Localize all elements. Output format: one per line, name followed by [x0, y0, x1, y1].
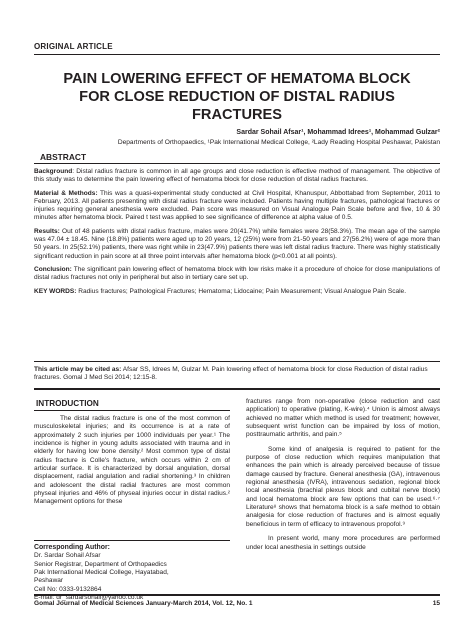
abstract-background: Background: Distal radius fracture is common in all age groups and close reduction is effective method of management. The objective of this study was to determine the pain lowering effect of hematoma block for close reduction of distal radius fractures.: [34, 168, 440, 184]
top-rule: [34, 54, 440, 55]
footer-rule: [34, 594, 440, 596]
introduction-heading: INTRODUCTION: [36, 399, 99, 408]
page-number: 15: [432, 600, 440, 607]
abstract-conclusion: Conclusion: The significant pain lowering effect of hematoma block with low risks make it a procedure of choice for close manipulations of distal radius fractures not only in peripheral but also in tertiary care set up.: [34, 265, 440, 282]
affiliation: Departments of Orthopaedics, ¹Pak International Medical College, ²Lady Reading Hospital Peshawar, Pakistan: [117, 139, 440, 146]
article-title: [34, 70, 440, 124]
intro-rule: [34, 410, 230, 411]
article-type: ORIGINAL ARTICLE: [34, 42, 113, 51]
title-line-3: FRACTURES: [192, 107, 282, 123]
right-paragraph-3: In present world, many more procedures are performed under local anesthesia in settings outside: [246, 535, 440, 551]
authors: Sardar Sohail Afsar¹, Mohammad Idrees¹, Mohammad Gulzar²: [236, 129, 440, 136]
citation-rule-bottom: [34, 388, 440, 390]
correspondence-line: Peshawar: [34, 577, 64, 585]
correspondence-heading: Corresponding Author:: [34, 544, 110, 551]
title-line-2: FOR CLOSE REDUCTION OF DISTAL RADIUS: [79, 89, 395, 105]
correspondence-phone: Cell No: 0333-9132864: [34, 585, 102, 593]
journal-info: Gomal Journal of Medical Sciences January-March 2014, Vol. 12, No. 1: [34, 600, 253, 607]
citation-rule-top: [34, 361, 440, 362]
corr-rule: [34, 540, 230, 541]
correspondence-line: Dr. Sardar Sohail Afsar: [34, 552, 101, 560]
introduction-text: The distal radius fracture is one of the most common of musculoskeletal injuries; and its occurrence is at a rate of approximately 2 such injuries per 1000 individuals per year.¹ The incidence is higher in young adults associated with trauma and in elderly for having low bone density.² Most common type of distal radius fracture is Colle's fracture, which occurs within 2 cm of articular surface. It is characterized by dorsal angulation, dorsal displacement, radial angulation and radial shortening.³ In children and adolescent the distal radial fractures are most common physeal injuries and 46% of physeal injuries occur in distal radius.² Management options for these: [34, 415, 230, 506]
right-paragraph-1: fractures range from non-operative (close reduction and cast application) to operative (plating, K-wire).⁴ Union is almost always achieved no matter which method is used for treatment; however, subsequent wrist function can be impaired by loss of motion, posttraumatic arthritis, and pain.⁵: [246, 398, 440, 439]
title-line-1: PAIN LOWERING EFFECT OF HEMATOMA BLOCK: [63, 71, 411, 87]
abstract-rule: [34, 163, 440, 164]
abstract-methods: Material & Methods: This was a quasi-experimental study conducted at Civil Hospital, Khanuspur, Abbottabad from September, 2011 to February, 2013. All patients presenting with distal radius fracture were included. Patients having multiple fractures, pathological fractures or injuries requiring general anesthesia were excluded. Pain score was measured on Visual Analogue Pain Scale before and five, 10 & 30 minutes after hematoma block. Paired t test was applied to see significance of difference at alpha value of 0.5.: [34, 189, 441, 222]
right-paragraph-2: Some kind of analgesia is required to patient for the purpose of close reduction which requires manipulation that enhances the pain which is already perceived because of tissue damage caused by fracture. General anesthesia (GA), intravenous regional anesthesia (IVRA), intravenous sedation, regional block local anesthesia (brachial plexus block and cubital nerve block) and local hematoma block are few options that can be used.⁶·⁷ Literature⁸ shows that hematoma block is a safe method to obtain analgesia for close reduction of fractures and is almost equally beneficious in term of efficacy to intravenous propofol.⁹: [246, 445, 440, 528]
abstract-heading: ABSTRACT: [40, 152, 87, 162]
correspondence-email[interactable]: E-mail: dr_sardarsohail@yahoo.co.uk: [34, 594, 144, 602]
abstract-body: [34, 168, 440, 301]
abstract-keywords: KEY WORDS: Radius fractures; Pathological Fractures; Hematoma; Lidocaine; Pain Measurement; Visual Analogue Pain Scale.: [34, 287, 407, 295]
correspondence-line: Pak International Medical College, Hayatabad,: [34, 569, 169, 577]
page-footer: [34, 600, 440, 607]
abstract-results: Results: Out of 48 patients with distal radius fracture, males were 20(41.7%) while females were 28(58.3%). The mean age of the sample was 47.04 ± 18.45. Nine (18.8%) patients were aged up to 20 years, 12 (25%) were from 21-50 years and 27(56.2%) were of age more than 50 years. In 25(52.1%) patients, there was right while in 23(47.9%) patients there was left distal radius fracture. There was highly statistically significant reduction in pain score at all three point intervals after hematoma block (p<0.001 at all points).: [34, 227, 440, 260]
citation: This article may be cited as: Afsar SS, Idrees M, Gulzar M. Pain lowering effect of hematoma block for close Reduction of distal radius fractures. Gomal J Med Sci 2014; 12:15-8.: [34, 366, 428, 382]
right-column: [246, 398, 440, 558]
correspondence-line: Senior Registrar, Department of Orthopaedics: [34, 560, 167, 568]
